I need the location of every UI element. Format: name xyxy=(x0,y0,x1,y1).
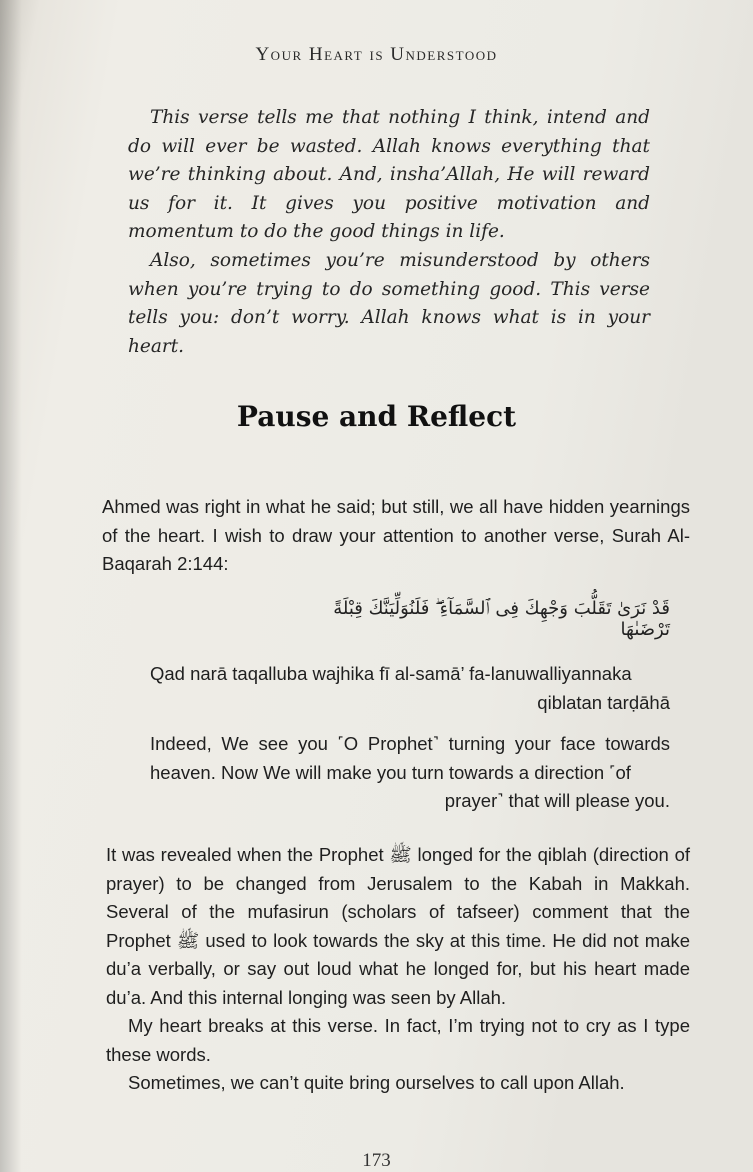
main-paragraph-3: Sometimes, we can’t quite bring ourselves to call upon Allah. xyxy=(128,1072,625,1093)
main-paragraph-1: It was revealed when the Prophet ﷺ longed for the qiblah (direction of prayer) to be changed from Jerusalem to the Kabah in Makkah. Several of the mufasirun (scholars of tafseer) comment that the Prophet ﷺ used to look towards the sky at this time. He did not make du’a verbally, or say out loud what he longed for, but his heart made du’a. And this internal longing was seen by Allah. xyxy=(106,844,690,1008)
translation-text: Indeed, We see you ˹O Prophet˺ turning your face towards heaven. Now We will make you turn towards a direction ˹of xyxy=(150,733,670,783)
verse-translation xyxy=(150,730,670,816)
translation-last-line: prayer˺ that will please you. xyxy=(444,790,670,811)
transliteration-line-1: Qad narā taqalluba wajhika fī al-samā’ fa-lanuwalliyannaka xyxy=(150,663,632,684)
italic-paragraph-1: This verse tells me that nothing I think, intend and do will ever be wasted. Allah knows everything that we’re thinking about. And, insha’Allah, He will reward us for it. It gives you positive motivation and momentum to do the good things in life. xyxy=(128,107,650,243)
main-paragraph-2: My heart breaks at this verse. In fact, I’m trying not to cry as I type these words. xyxy=(106,1015,690,1065)
main-body xyxy=(106,841,690,1098)
intro-paragraph xyxy=(102,493,690,579)
spine-shadow xyxy=(0,0,22,1172)
transliteration-line-2: qiblatan tarḍāhā xyxy=(537,691,670,713)
italic-paragraph-2: Also, sometimes you’re misunderstood by others when you’re trying to do something good. This verse tells you: don’t worry. Allah knows what is in your heart. xyxy=(128,249,650,357)
intro-text: Ahmed was right in what he said; but still, we all have hidden yearnings of the heart. I wish to draw your attention to another verse, Surah Al-Baqarah 2:144: xyxy=(102,496,690,574)
transliteration xyxy=(150,660,670,717)
running-head: Your Heart is Understood xyxy=(255,44,498,65)
italic-reflection xyxy=(128,104,650,361)
arabic-verse: قَدْ نَرَىٰ تَقَلُّبَ وَجْهِكَ فِى ٱلسَّمَآءِ ۖ فَلَنُوَلِّيَنَّكَ قِبْلَةً تَرْضَىٰهَا xyxy=(333,598,670,640)
page-number: 173 xyxy=(362,1150,391,1171)
section-heading: Pause and Reflect xyxy=(236,400,517,433)
